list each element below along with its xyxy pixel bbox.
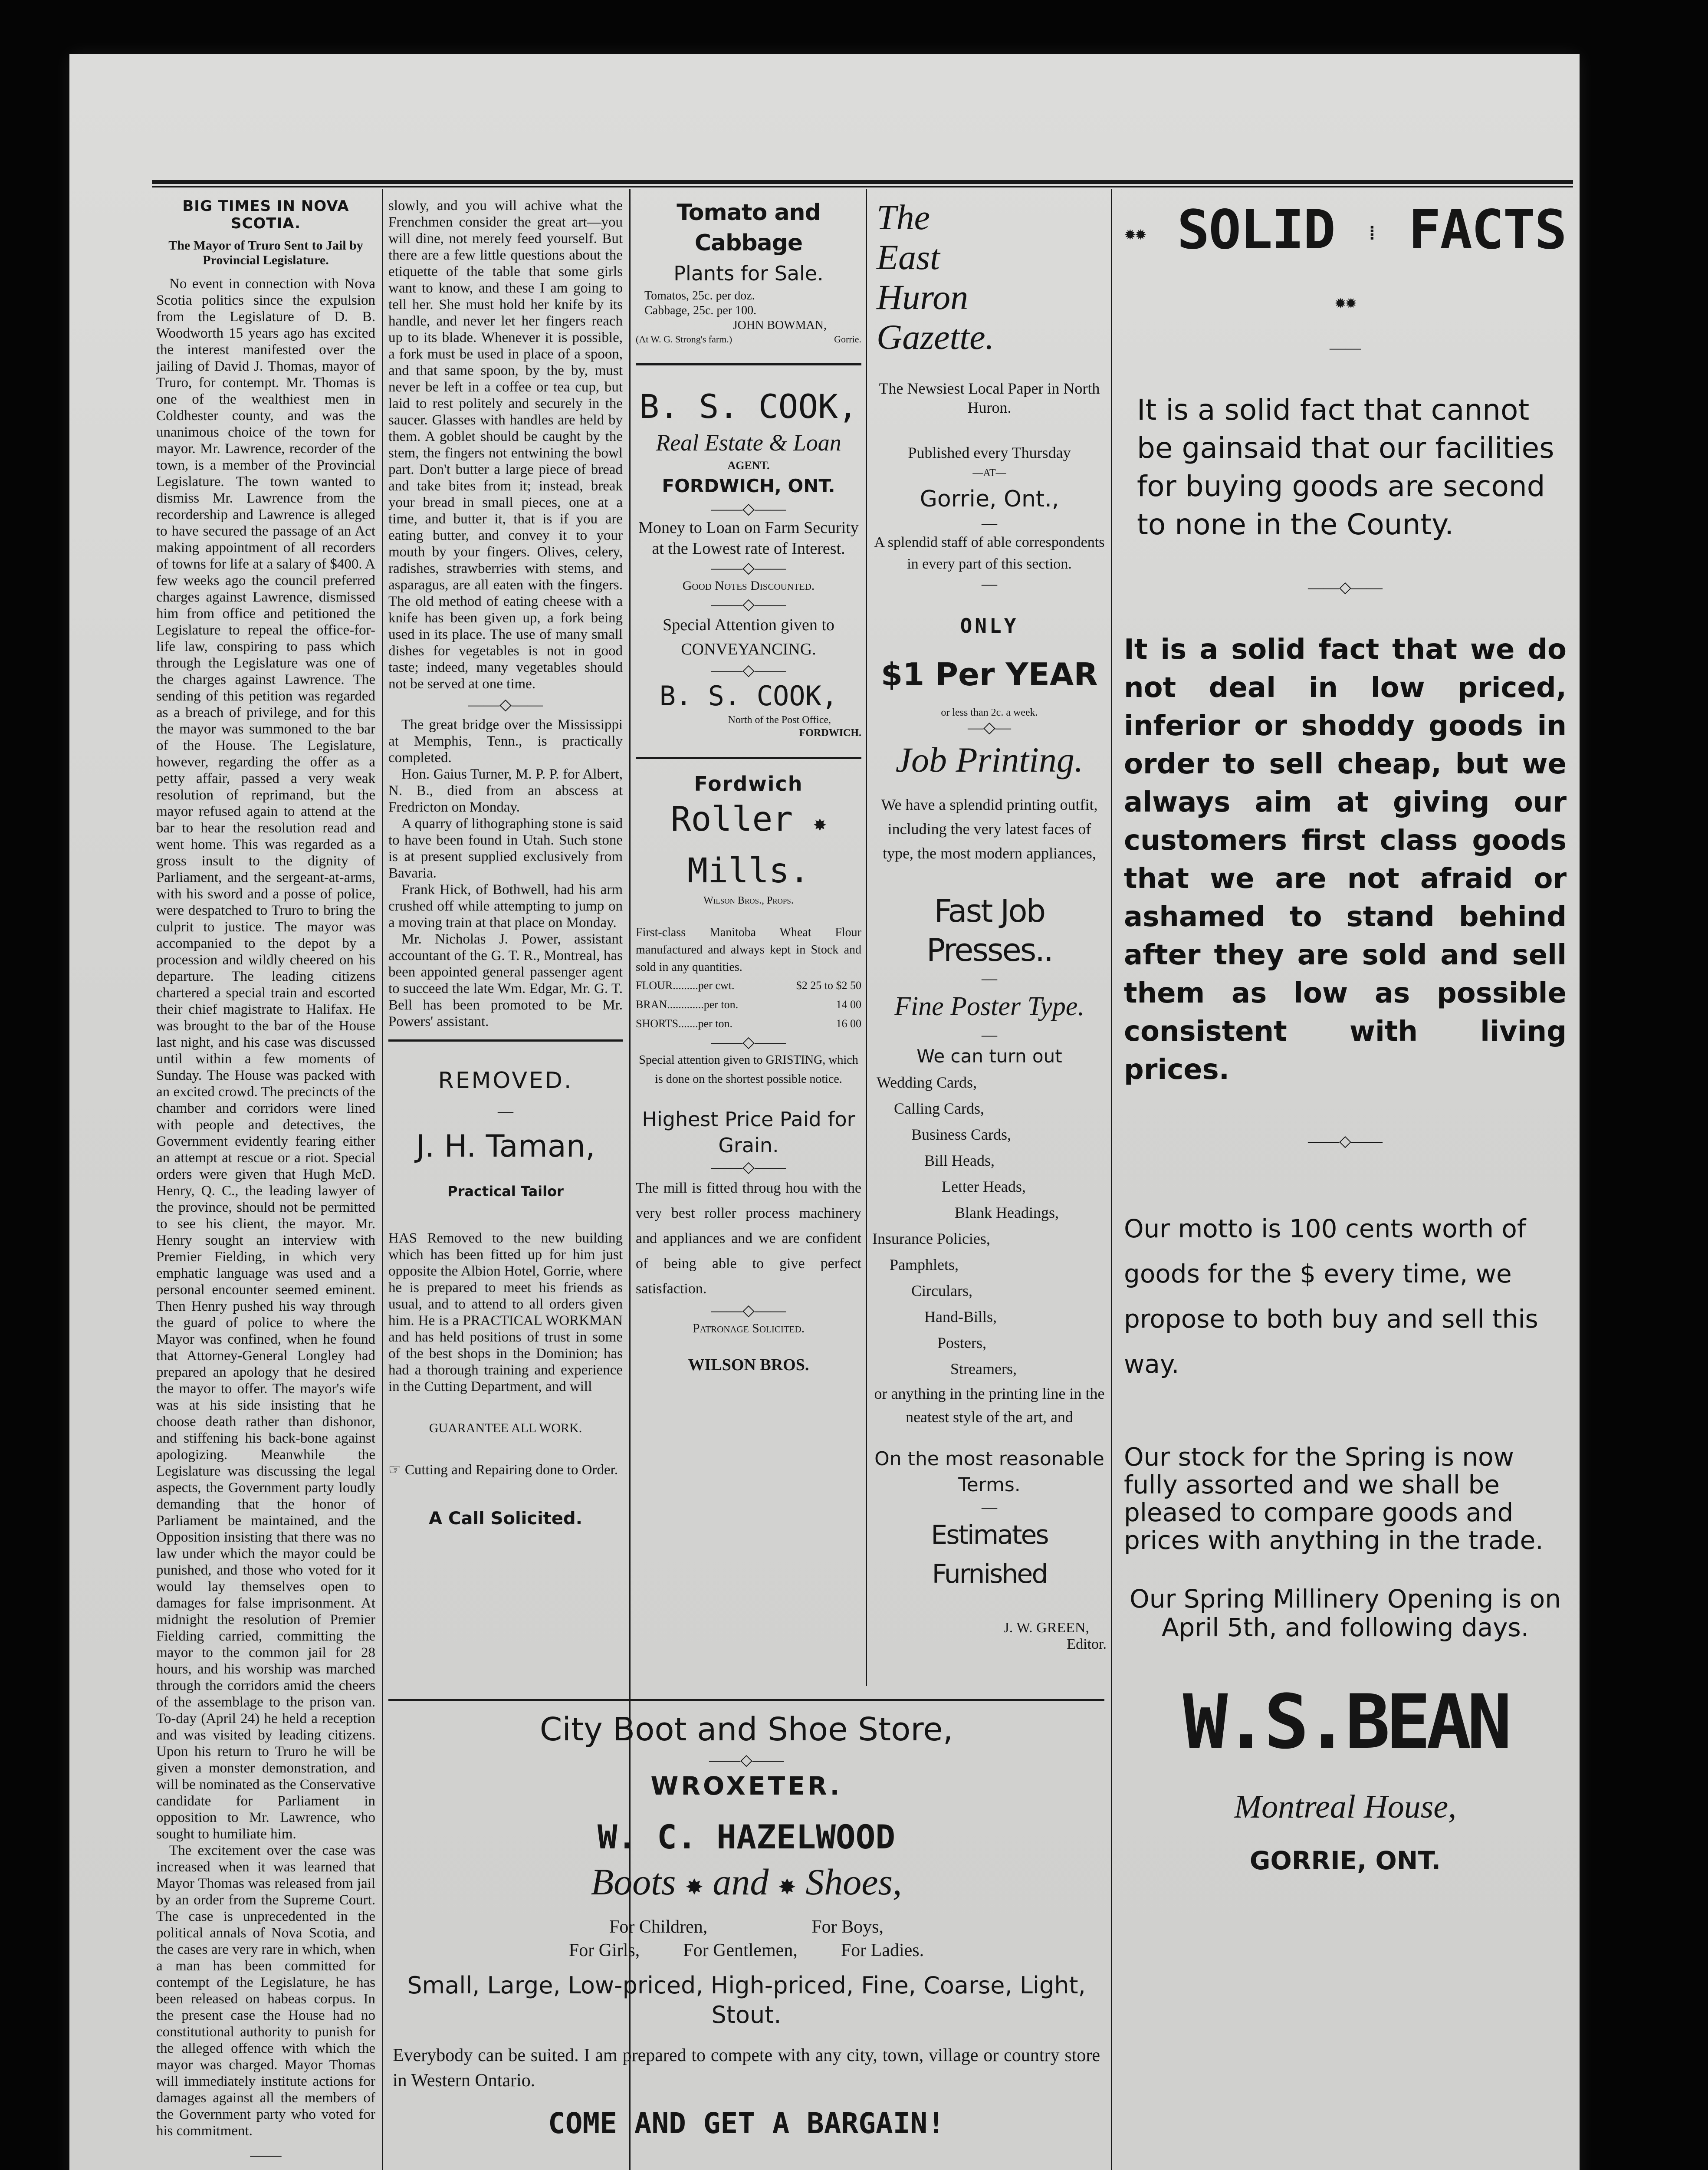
stock: Our stock for the Spring is now fully assorted and we shall be pleased to compare goods and prices with anything in the trade.	[1124, 1442, 1544, 1555]
removed-heading: REMOVED.	[438, 1068, 573, 1094]
separator: ——◇——	[711, 500, 786, 517]
price-per-year: $1 Per YEAR	[881, 656, 1098, 693]
taman-trade: Practical Tailor	[447, 1183, 564, 1200]
cook-address: North of the Post Office,	[728, 714, 831, 726]
separator: —	[982, 1026, 997, 1043]
cutting-text: ☞ Cutting and Repairing done to Order.	[388, 1462, 618, 1478]
printing-item: Circulars,	[911, 1282, 972, 1299]
printing-item: Letter Heads,	[942, 1178, 1026, 1195]
tomato-place: Gorrie.	[834, 334, 861, 345]
cook-notes: Good Notes Discounted.	[682, 579, 815, 593]
separator: —	[982, 575, 997, 592]
cook-place: FORDWICH, ONT.	[662, 475, 835, 496]
mills-flour: First-class Manitoba Wheat Flour manufactured and always kept in Stock and sold in any quantities.	[636, 926, 861, 974]
store-kinds: Small, Large, Low-priced, High-priced, Fine, Coarse, Light, Stout.	[407, 1972, 1086, 2029]
reasonable-terms: On the most reasonable Terms.	[874, 1448, 1104, 1496]
printing-item: Wedding Cards,	[877, 1074, 977, 1091]
separator: —	[982, 514, 997, 532]
printing-list	[872, 1069, 1107, 1382]
estimates: Estimates Furnished	[931, 1520, 1048, 1589]
separator: ——◇——	[711, 1158, 786, 1176]
separator: ——◇——	[1308, 1132, 1383, 1150]
mills-fitted: The mill is fitted throug hou with the very best roller process machinery and appliances and we are confident of being able to give perfect satisfaction.	[636, 1180, 861, 1297]
newspaper-page	[69, 54, 1580, 2170]
article-subhead: The Mayor of Truro Sent to Jail by Provincial Legislature.	[168, 238, 363, 267]
separator: ——◇——	[709, 1751, 784, 1769]
price-item: SHORTS.......per ton.	[636, 1017, 733, 1030]
cook-name-repeat: B. S. COOK,	[659, 680, 838, 712]
ornament-icon: ✹✹	[1334, 290, 1356, 313]
news-item: Hon. Gaius Turner, M. P. P. for Albert, N. B., died from an abscess at Fredricton on Monday.	[388, 766, 623, 815]
column-1	[156, 197, 375, 2170]
column-5	[1120, 197, 1571, 2170]
solid-facts-banner	[1120, 197, 1571, 335]
editor-label: Editor.	[1067, 1636, 1107, 1652]
cook-loan: Money to Loan on Farm Security at the Lowest rate of Interest.	[638, 519, 859, 558]
boots-word: Boots	[591, 1861, 676, 1903]
only: ONLY	[960, 614, 1019, 638]
price-item: FLOUR.........per cwt.	[636, 979, 735, 992]
call-solicited: A Call Solicited.	[429, 1509, 582, 1529]
column-3	[636, 197, 861, 1695]
for-ladies: For Ladies.	[841, 1940, 924, 1960]
price-row	[636, 1014, 861, 1033]
price-value: 14 00	[836, 998, 861, 1011]
price-row	[636, 995, 861, 1014]
store-town: WROXETER.	[650, 1771, 842, 1801]
taman-body: HAS Removed to the new building which has been fitted up for him just opposite the Albion Hotel, Gorrie, where he is prepared to meet his friends as usual, and to attend to all orders given him. He is a PRACTICAL WORKMAN and has held positions of trust in some of the best shops in the Dominion; has had a thorough training and experience in the Cutting Department, and will	[388, 1230, 623, 1394]
printing-item: Bill Heads,	[924, 1152, 995, 1169]
store-owner: W. C. HAZELWOOD	[597, 1818, 896, 1856]
separator	[156, 232, 375, 238]
printing-item: Blank Headings,	[955, 1204, 1059, 1221]
banner-solid: SOLID	[1177, 199, 1335, 261]
separator: ——◇——	[711, 559, 786, 576]
separator: ——◇——	[711, 1302, 786, 1319]
printing-item: Calling Cards,	[894, 1100, 984, 1117]
published-at: —AT—	[972, 467, 1006, 479]
news-item: Frank Hick, of Bothwell, had his arm crushed off while attempting to jump on a moving train at that place on Monday.	[388, 882, 623, 930]
article-body: No event in connection with Nova Scotia politics since the expulsion from the Legislature of D. B. Woodworth 15 years ago has excited the interest manifested over the jailing of David J. Thomas, mayor of Truro, for contempt. Mr. Thomas is one of the wealthiest men in Coldhester county, and was the unanimous choice of the town for mayor. Mr. Lawrence, recorder of the town, is a member of the Provincial Legislature. The town wanted to dismiss Mr. Lawrence from the recordership and Lawrence is alleged to have secured the passage of an Act making appointment of all recorders of towns for life at a salary of $400. A few weeks ago the council preferred charges against Lawrence, dismissed him from office and petitioned the Legislature to repeal the office-for-life law, conspiring to pass which through the Legislature was one of the charges against Lawrence. The sending of this petition was regarded as a breach of privilege, and for this the mayor was summoned to the bar of the House. The Legislature, however, regarding the offer as a petty affair, passed a very weak resolution of reprimand, but the mayor refused again to attend at the bar to hear the resolution read and went home. This was regarded as a gross insult to the dignity of Parliament, and the sergeant-at-arms, with his sword and a posse of police, were despatched to Truro to bring the culprit to justice. The mayor was accompanied to the depot by a procession and wildly cheered on his departure. The leading citizens chartered a special train and escorted their chief magistrate to Halifax. He was brought to the bar of the House last night, and his case was discussed until within a few moments of Sunday. The House was packed with an excited crowd. The precincts of the chamber and corridors were lined with people and detectives, the Government evidently fearing either an attempt at rescue or a riot. Special orders were given that Hugh McD. Henry, Q. C., the leading lawyer of the province, should not be permitted to see his client, the mayor. Mr. Henry sought an interview with Premier Fielding, in which very emphatic language was used and a personal encounter seemed eminent. Then Henry pushed his way through the guard of police to where the Mayor was confined, when he found that Attorney-General Longley had prepared an apology that he desired the mayor to offer. The mayor's wife was at his side insisting that he choose death rather than dishonor, and stiffening his back-bone against apologizing. Meanwhile the Legislature was discussing the legal aspects, the Government party loudly demanding that the honor of Parliament be maintained, and the Opposition insisting that there was no law under which the mayor could be punished, and those who voted for it would lay themselves open to damages for false imprisonment. At midnight the resolution of Premier Fielding carried, committing the mayor to the common jail for 28 hours, and his worship was marched through the corridors amid the cheers of the assemblage to the prison van. To-day (April 24) he held a reception and was visited by leading citizens. Upon his return to Truro he will be given a monster demonstration, and will be nominated as the Conservative candidate for Parliament in opposition to Mr. Lawrence, who sought to humiliate him.	[156, 276, 375, 1842]
tomato-farm: (At W. G. Strong's farm.)	[636, 334, 732, 345]
separator: ——◇——	[711, 1033, 786, 1051]
cook-agent: AGENT.	[727, 459, 770, 472]
separator: —	[982, 970, 997, 987]
separator: —	[498, 1102, 513, 1120]
separator: —◇—	[968, 719, 1011, 736]
printing-item: Hand-Bills,	[924, 1308, 997, 1325]
editor-name: J. W. GREEN,	[1003, 1620, 1089, 1636]
column-2	[388, 197, 623, 1699]
mills-gristing: Special attention given to GRISTING, which is done on the shortest possible notice.	[639, 1053, 858, 1086]
cabbage-price: Cabbage, 25c. per 100.	[644, 304, 757, 317]
separator: ——◇——	[711, 595, 786, 613]
price-item: BRAN.............per ton.	[636, 998, 739, 1011]
turn-out: We can turn out	[916, 1046, 1062, 1067]
mills-title-roller: Roller	[670, 800, 793, 839]
separator: ——◇——	[1308, 578, 1383, 596]
fact-2: It is a solid fact that we do not deal in low priced, inferior or shoddy goods in order to sell cheap, but we always aim at giving our customers first class goods that we are not afraid or ashamed to stand behind after they are sold and sell them as low as possible consistent with living prices.	[1124, 633, 1567, 1086]
montreal-house: Montreal House,	[1234, 1788, 1457, 1825]
tomato-seller: JOHN BOWMAN,	[732, 319, 827, 332]
millinery: Our Spring Millinery Opening is on April 5th, and following days.	[1130, 1584, 1561, 1642]
ornament-icon: ⁞	[1366, 222, 1377, 244]
separator: ——◇——	[468, 696, 543, 713]
fact-1: It is a solid fact that cannot be gainsaid that our facilities for buying goods are second to none in the County.	[1137, 393, 1554, 541]
for-gentlemen: For Gentlemen,	[683, 1940, 798, 1960]
mills-patronage: Patronage Solicited.	[692, 1321, 805, 1335]
store-bargain: COME AND GET A BARGAIN!	[548, 2107, 945, 2140]
separator: ——◇——	[711, 661, 786, 679]
etiquette-continued: slowly, and you will achive what the Frenchmen consider the great art—you will dine, not merely feed yourself. But there are a few little questions about the etiquette of the table that some girls want to know, and these I am going to tell her. She must hold her knife by its handle, and never let her fingers reach up to its blade. Whenever it is possible, a fork must be used in place of a spoon, and that same spoon, by the by, must never be left in a coffee or tea cup, but laid to rest politely and securely in the saucer. Glasses with handles are held by them. A goblet should be caught by the stem, the fingers not entwining the bowl part. Don't butter a large piece of bread and take bites from it; instead, break your bread in small pieces, one at a time, and butter it, that is if you are eating butter, and convey it to your mouth by your fingers. Olives, celery, radishes, strawberries with stems, and asparagus, are all eaten with the fingers. The old method of eating cheese with a knife has been given up, a fork being used in its place. The use of many small dishes for vegetables is not in good taste; indeed, many vegetables should not be served at one time.	[388, 198, 623, 692]
tomato-title: Tomato and Cabbage	[677, 200, 821, 256]
mills-props: Wilson Bros., Props.	[703, 895, 794, 906]
banner-facts: FACTS	[1408, 199, 1566, 261]
article-body-continued: The excitement over the case was increased when it was learned that Mayor Thomas was released from jail by an order from the Supreme Court. The case is unprecedented in the political annals of Nova Scotia, and the cases are very rare in which, when a man has been committed for contempt of the Legislature, he has been released on habeas corpus. In the present case the House had no constitutional authority to punish for the alleged offence with which the mayor was charged. Mayor Thomas will immediately institute actions for damages against all the members of the Government party who voted for his commitment.	[156, 1843, 375, 2139]
bean-name: W.S.BEAN	[1182, 1678, 1508, 1766]
boots-star-icon: ✸	[685, 1875, 703, 1899]
separator: —	[982, 1498, 997, 1516]
mills-title-mills: Mills.	[687, 852, 810, 891]
printing-item: Pamphlets,	[890, 1256, 959, 1273]
price-value: $2 25 to $2 50	[796, 979, 861, 992]
outfit: We have a splendid printing outfit, including the very latest faces of type, the most modern appliances,	[881, 796, 1098, 862]
cook-name: B. S. COOK,	[639, 387, 858, 426]
staff: A splendid staff of able correspondents in every part of this section.	[874, 534, 1105, 572]
gorrie-ont: Gorrie, Ont.,	[920, 486, 1059, 512]
section-rule	[636, 757, 861, 759]
shoes-star-icon: ✸	[778, 1875, 796, 1899]
column-rule	[866, 189, 867, 1686]
published: Published every Thursday	[908, 444, 1071, 461]
top-rule	[152, 180, 1573, 184]
ornament-icon: ✹✹	[1124, 222, 1146, 244]
printing-item: Insurance Policies,	[872, 1230, 990, 1247]
newsiest: The Newsiest Local Paper in North Huron.	[879, 380, 1100, 416]
cook-address-town: FORDWICH.	[799, 727, 861, 739]
separator: ——	[1330, 339, 1361, 356]
news-item: Mr. Nicholas J. Power, assistant accountant of the G. T. R., Montreal, has been appointed general passenger agent to succeed the late Wm. Edgar, Mr. G. T. Bell has been promoted to be Mr. Powers' assistant.	[388, 931, 623, 1029]
taman-name: J. H. Taman,	[416, 1128, 595, 1164]
news-item: A quarry of lithographing stone is said to have been found in Utah. Such stone is at present supplied exclusively from Bavaria.	[388, 816, 623, 881]
section-rule	[388, 1039, 623, 1042]
article-headline: BIG TIMES IN NOVA SCOTIA.	[182, 197, 349, 232]
column-rule	[382, 189, 383, 2170]
paper-gazette: Gazette.	[877, 317, 994, 357]
shoes-word: Shoes,	[805, 1861, 902, 1903]
price-value: 16 00	[836, 1017, 861, 1030]
top-rule-thin	[152, 186, 1573, 187]
for-girls: For Girls,	[568, 1940, 640, 1960]
mills-wilson: WILSON BROS.	[688, 1356, 809, 1374]
price-row	[636, 976, 861, 995]
for-boys: For Boys,	[811, 1917, 884, 1937]
poster-type: Fine Poster Type.	[894, 992, 1084, 1021]
paper-the: The	[877, 197, 930, 237]
printing-item: Business Cards,	[911, 1126, 1012, 1143]
guarantee-text: GUARANTEE ALL WORK.	[429, 1421, 582, 1435]
tomato-price: Tomatos, 25c. per doz.	[644, 289, 755, 302]
mills-place: Fordwich	[694, 772, 803, 796]
paper-huron: Huron	[877, 277, 969, 317]
section-rule	[636, 363, 861, 365]
price-list	[636, 976, 861, 1033]
mills-star-icon: ✸	[813, 811, 827, 836]
less-than: or less than 2c. a week.	[941, 707, 1038, 718]
bean-gorrie: GORRIE, ONT.	[1249, 1845, 1441, 1875]
cook-special: Special Attention given to CONVEYANCING.	[663, 616, 834, 658]
store-suited: Everybody can be suited. I am prepared to compete with any city, town, village or country store in Western Ontario.	[393, 2045, 1100, 2091]
mills-highest: Highest Price Paid for Grain.	[642, 1108, 855, 1157]
column-4	[872, 197, 1107, 2170]
cook-trade: Real Estate & Loan	[656, 430, 841, 456]
and-word: and	[713, 1861, 769, 1903]
motto: Our motto is 100 cents worth of goods for the $ every time, we propose to both buy and sell this way.	[1124, 1213, 1538, 1379]
paper-east: East	[877, 237, 940, 277]
neatest: or anything in the printing line in the neatest style of the art, and	[874, 1385, 1105, 1426]
job-printing: Job Printing.	[895, 740, 1084, 779]
store-name: City Boot and Shoe Store,	[539, 1711, 953, 1748]
printing-item: Posters,	[937, 1334, 987, 1351]
tomato-subtitle: Plants for Sale.	[673, 262, 824, 285]
for-children: For Children,	[609, 1917, 708, 1937]
separator: ——	[250, 2146, 282, 2163]
printing-item: Streamers,	[950, 1360, 1017, 1378]
column-rule	[1111, 189, 1112, 2170]
news-item: The great bridge over the Mississippi at Memphis, Tenn., is practically completed.	[388, 717, 623, 766]
fast-presses: Fast Job Presses..	[926, 893, 1053, 968]
